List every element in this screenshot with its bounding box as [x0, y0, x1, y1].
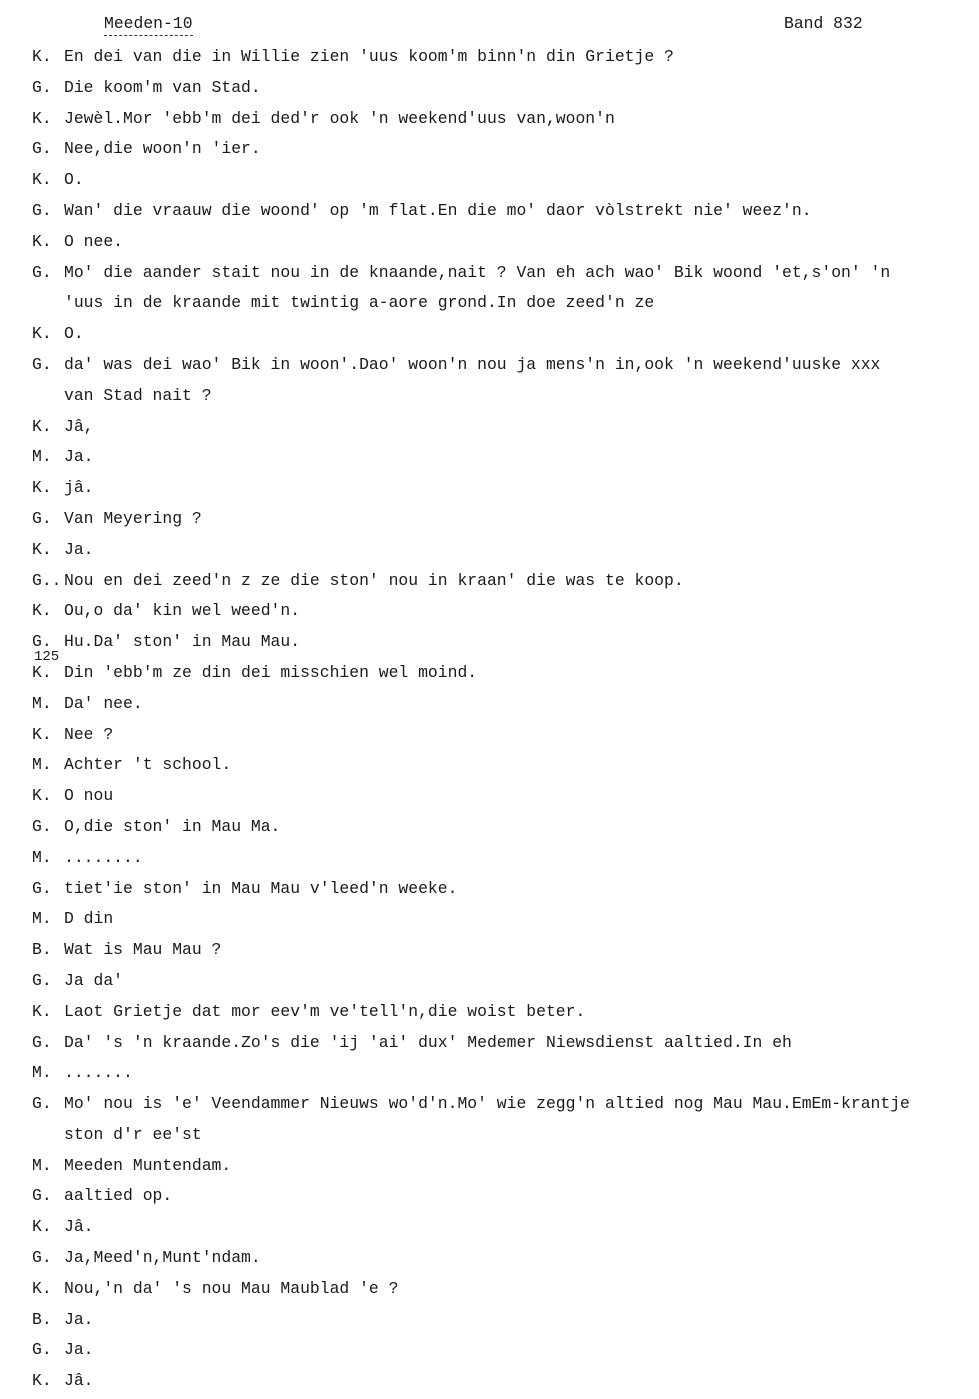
speaker-label: G.	[32, 139, 52, 159]
speaker-label: M.	[32, 755, 52, 775]
dialogue-line	[32, 1337, 978, 1368]
speaker-label: K.	[32, 108, 52, 128]
speaker-label: K.	[32, 47, 52, 66]
speaker-label: G.	[32, 200, 52, 220]
dialogue-line	[32, 260, 978, 291]
speaker-label: K.	[32, 786, 52, 806]
utterance-text: ston d'r ee'st	[64, 1124, 202, 1144]
dialogue-line	[32, 968, 978, 999]
speaker-label: M.	[32, 847, 52, 867]
utterance-text: .......	[64, 1063, 133, 1083]
dialogue-line	[32, 814, 978, 845]
dialogue-line	[32, 1183, 978, 1214]
utterance-text: Da' 's 'n kraande.Zo's die 'ij 'ai' dux' Medemer Niewsdienst aaltied.In eh	[64, 1032, 792, 1052]
dialogue-line	[32, 198, 978, 229]
utterance-text: Jâ.	[64, 1217, 94, 1237]
utterance-text: O nee.	[64, 231, 124, 251]
utterance-text: Da' nee.	[64, 693, 143, 713]
dialogue-line	[32, 1276, 978, 1307]
dialogue-line	[32, 691, 978, 722]
speaker-label: K.	[32, 324, 52, 344]
utterance-text: Nou,'n da' 's nou Mau Maublad 'e ?	[64, 1278, 399, 1298]
speaker-label: K.	[32, 231, 52, 251]
dialogue-line	[32, 1060, 978, 1091]
utterance-text: D din	[64, 909, 114, 929]
document-id: Meeden-10	[104, 14, 193, 36]
dialogue-line	[32, 722, 978, 753]
utterance-text: Nou en dei zeed'n z ze die ston' nou in kraan' die was te koop.	[64, 570, 684, 590]
utterance-text: Wan' die vraauw die woond' op 'm flat.En die mo' daor vòlstrekt nie' weez'n.	[64, 200, 812, 220]
speaker-label: K.	[32, 1217, 52, 1237]
speaker-label: G.	[32, 508, 52, 528]
utterance-text: aaltied op.	[64, 1186, 173, 1206]
dialogue-line	[32, 906, 978, 937]
speaker-label: M.	[32, 1155, 52, 1175]
dialogue-line	[32, 1245, 978, 1276]
speaker-label: G..	[32, 570, 62, 590]
dialogue-line	[32, 414, 978, 445]
dialogue-line	[32, 845, 978, 876]
utterance-text: Ja.	[64, 539, 94, 559]
speaker-label: G.	[32, 1248, 52, 1268]
speaker-label: M.	[32, 693, 52, 713]
utterance-text: Mo' nou is 'e' Veendammer Nieuws wo'd'n.Mo' wie zegg'n altied nog Mau Mau.EmEm-krantje	[64, 1094, 910, 1114]
speaker-label: M.	[32, 447, 52, 467]
utterance-text: Wat is Mau Mau ?	[64, 940, 222, 960]
utterance-text: Van Meyering ?	[64, 508, 202, 528]
dialogue-line	[32, 321, 978, 352]
dialogue-line	[32, 629, 978, 660]
dialogue-line	[32, 167, 978, 198]
speaker-label: K.	[32, 416, 52, 436]
speaker-label: B.	[32, 1309, 52, 1329]
dialogue-line	[32, 537, 978, 568]
speaker-label: K.	[32, 601, 52, 621]
utterance-text: Ou,o da' kin wel weed'n.	[64, 601, 301, 621]
speaker-label: G.	[32, 632, 52, 652]
tape-number: Band 832	[784, 14, 863, 33]
utterance-text: Nee ?	[64, 724, 114, 744]
speaker-label: K.	[32, 170, 52, 190]
dialogue-line	[32, 44, 978, 75]
dialogue-line	[32, 752, 978, 783]
dialogue-line	[32, 1307, 978, 1338]
dialogue-line-continuation	[32, 290, 978, 321]
speaker-label: K.	[32, 724, 52, 744]
speaker-label: G.	[32, 354, 52, 374]
speaker-label: G.	[32, 816, 52, 836]
speaker-label: K.	[32, 662, 52, 682]
speaker-label: K.	[32, 1278, 52, 1298]
speaker-label: B.	[32, 940, 52, 960]
dialogue-line	[32, 783, 978, 814]
speaker-label: G.	[32, 262, 52, 282]
dialogue-line	[32, 568, 978, 599]
dialogue-line-continuation	[32, 1122, 978, 1153]
utterance-text: O.	[64, 324, 84, 344]
utterance-text: ........	[64, 847, 143, 867]
dialogue-line	[32, 660, 978, 691]
dialogue-line	[32, 229, 978, 260]
utterance-text: jâ.	[64, 478, 94, 498]
speaker-label: M.	[32, 909, 52, 929]
utterance-text: Jewèl.Mor 'ebb'm dei ded'r ook 'n weekend'uus van,woon'n	[64, 108, 615, 128]
speaker-label: K.	[32, 478, 52, 498]
speaker-label: G.	[32, 1340, 52, 1360]
utterance-text: Die koom'm van Stad.	[64, 77, 261, 97]
utterance-text: tiet'ie ston' in Mau Mau v'leed'n weeke.	[64, 878, 458, 898]
dialogue-line	[32, 444, 978, 475]
dialogue-line	[32, 475, 978, 506]
dialogue-line	[32, 598, 978, 629]
utterance-text: Din 'ebb'm ze din dei misschien wel moind.	[64, 662, 478, 682]
utterance-text: Ja da'	[64, 970, 124, 990]
speaker-label: G.	[32, 77, 52, 97]
utterance-text: van Stad nait ?	[64, 385, 212, 405]
dialogue-line	[32, 1030, 978, 1061]
utterance-text: Hu.Da' ston' in Mau Mau.	[64, 632, 301, 652]
speaker-label: G.	[32, 1186, 52, 1206]
utterance-text: O,die ston' in Mau Ma.	[64, 816, 281, 836]
utterance-text: Achter 't school.	[64, 755, 232, 775]
speaker-label: G.	[32, 1032, 52, 1052]
speaker-label: M.	[32, 1063, 52, 1083]
utterance-text: Jâ,	[64, 416, 94, 436]
dialogue-line	[32, 1368, 978, 1399]
dialogue-line	[32, 75, 978, 106]
utterance-text: Meeden Muntendam.	[64, 1155, 232, 1175]
speaker-label: G.	[32, 970, 52, 990]
dialogue-line	[32, 506, 978, 537]
utterance-text: da' was dei wao' Bik in woon'.Dao' woon'n nou ja mens'n in,ook 'n weekend'uuske xxx	[64, 354, 881, 374]
utterance-text: Ja.	[64, 1340, 94, 1360]
margin-note: 125	[34, 649, 60, 665]
dialogue-line	[32, 999, 978, 1030]
dialogue-line	[32, 937, 978, 968]
utterance-text: O.	[64, 170, 84, 190]
speaker-label: G.	[32, 1094, 52, 1114]
dialogue-line	[32, 352, 978, 383]
dialogue-line	[32, 1091, 978, 1122]
dialogue-line-continuation	[32, 383, 978, 414]
speaker-label: K.	[32, 1371, 52, 1391]
utterance-text: En dei van die in Willie zien 'uus koom'm binn'n din Grietje ?	[64, 47, 674, 66]
utterance-text: Ja.	[64, 447, 94, 467]
speaker-label: K.	[32, 539, 52, 559]
utterance-text: Ja.	[64, 1309, 94, 1329]
utterance-text: Ja,Meed'n,Munt'ndam.	[64, 1248, 261, 1268]
utterance-text: Mo' die aander stait nou in de knaande,nait ? Van eh ach wao' Bik woond 'et,s'on' 'n	[64, 262, 891, 282]
dialogue-lines	[32, 44, 978, 1399]
utterance-text: 'uus in de kraande mit twintig a-aore grond.In doe zeed'n ze	[64, 293, 655, 313]
utterance-text: O nou	[64, 786, 114, 806]
dialogue-line	[32, 1214, 978, 1245]
utterance-text: Jâ.	[64, 1371, 94, 1391]
utterance-text: Laot Grietje dat mor eev'm ve'tell'n,die woist beter.	[64, 1001, 586, 1021]
dialogue-line	[32, 1153, 978, 1184]
dialogue-line	[32, 106, 978, 137]
speaker-label: G.	[32, 878, 52, 898]
speaker-label: K.	[32, 1001, 52, 1021]
dialogue-line	[32, 136, 978, 167]
dialogue-line	[32, 876, 978, 907]
utterance-text: Nee,die woon'n 'ier.	[64, 139, 261, 159]
